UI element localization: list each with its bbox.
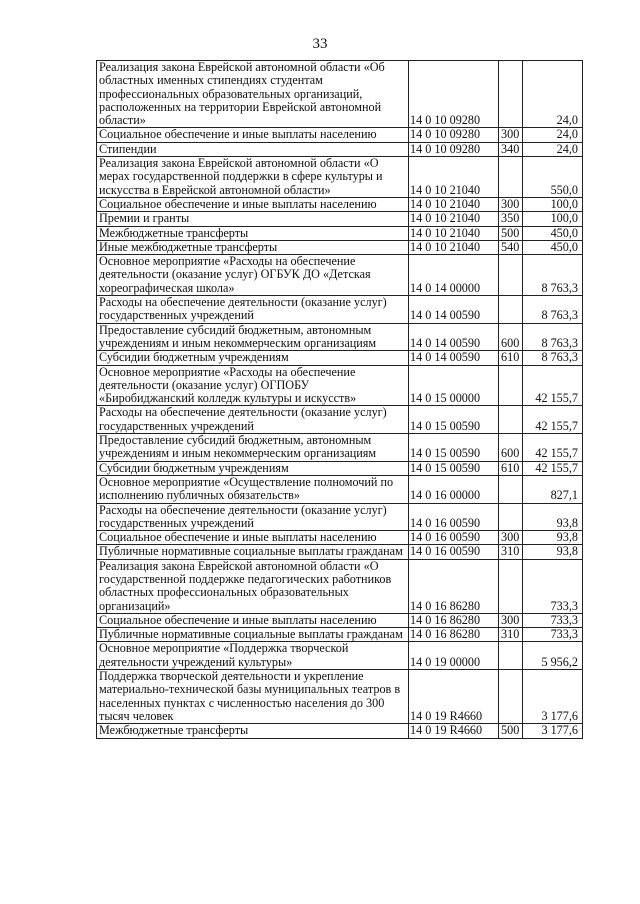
row-sum: 3 177,6 bbox=[523, 670, 583, 724]
row-expense-type: 600 bbox=[499, 434, 523, 462]
row-sum: 24,0 bbox=[523, 128, 583, 142]
row-expense-type bbox=[499, 365, 523, 406]
row-sum: 93,8 bbox=[523, 503, 583, 531]
row-code: 14 0 16 86280 bbox=[409, 613, 499, 627]
row-sum: 450,0 bbox=[523, 226, 583, 240]
row-sum: 42 155,7 bbox=[523, 365, 583, 406]
row-sum: 100,0 bbox=[523, 197, 583, 211]
table-row bbox=[97, 226, 583, 240]
page-number: 33 bbox=[312, 36, 328, 52]
table-row bbox=[97, 296, 583, 324]
budget-table bbox=[96, 60, 583, 739]
row-expense-type bbox=[499, 642, 523, 670]
row-code: 14 0 10 09280 bbox=[409, 128, 499, 142]
table-row bbox=[97, 628, 583, 642]
row-name: Основное мероприятие «Расходы на обеспечение деятельности (оказание услуг) ОГПОБУ «Биробиджанский колледж культуры и искусств» bbox=[97, 365, 409, 406]
row-expense-type: 310 bbox=[499, 545, 523, 559]
row-sum: 42 155,7 bbox=[523, 461, 583, 475]
row-code: 14 0 19 R4660 bbox=[409, 724, 499, 738]
row-name: Межбюджетные трансферты bbox=[97, 724, 409, 738]
row-sum: 8 763,3 bbox=[523, 296, 583, 324]
row-sum: 827,1 bbox=[523, 475, 583, 503]
row-sum: 5 956,2 bbox=[523, 642, 583, 670]
row-expense-type bbox=[499, 475, 523, 503]
table-row bbox=[97, 724, 583, 738]
row-expense-type bbox=[499, 670, 523, 724]
row-name: Расходы на обеспечение деятельности (оказание услуг) государственных учреждений bbox=[97, 296, 409, 324]
row-name: Публичные нормативные социальные выплаты гражданам bbox=[97, 545, 409, 559]
row-sum: 8 763,3 bbox=[523, 351, 583, 365]
row-code: 14 0 15 00590 bbox=[409, 461, 499, 475]
row-sum: 733,3 bbox=[523, 559, 583, 613]
row-name: Реализация закона Еврейской автономной области «О государственной поддержке педагогических работников областных профессиональных образовательных организаций» bbox=[97, 559, 409, 613]
table-row bbox=[97, 503, 583, 531]
row-name: Реализация закона Еврейской автономной области «Об областных именных стипендиях студентам профессиональных образовательных организаций, расположенных на территории Еврейской автономной области» bbox=[97, 61, 409, 128]
table-row bbox=[97, 642, 583, 670]
row-expense-type bbox=[499, 503, 523, 531]
table-row bbox=[97, 351, 583, 365]
row-name: Социальное обеспечение и иные выплаты населению bbox=[97, 197, 409, 211]
row-expense-type: 340 bbox=[499, 142, 523, 156]
row-code: 14 0 16 00590 bbox=[409, 503, 499, 531]
row-expense-type: 300 bbox=[499, 128, 523, 142]
row-name: Предоставление субсидий бюджетным, автономным учреждениям и иным некоммерческим организациям bbox=[97, 323, 409, 351]
row-code: 14 0 14 00590 bbox=[409, 351, 499, 365]
row-name: Иные межбюджетные трансферты bbox=[97, 240, 409, 254]
row-expense-type: 500 bbox=[499, 724, 523, 738]
row-sum: 3 177,6 bbox=[523, 724, 583, 738]
table-row bbox=[97, 142, 583, 156]
row-expense-type bbox=[499, 157, 523, 198]
row-expense-type: 300 bbox=[499, 197, 523, 211]
row-expense-type: 610 bbox=[499, 461, 523, 475]
row-sum: 8 763,3 bbox=[523, 255, 583, 296]
row-expense-type: 300 bbox=[499, 613, 523, 627]
row-expense-type bbox=[499, 255, 523, 296]
row-name: Основное мероприятие «Осуществление полномочий по исполнению публичных обязательств» bbox=[97, 475, 409, 503]
row-name: Основное мероприятие «Расходы на обеспечение деятельности (оказание услуг) ОГБУК ДО «Детская хореографическая школа» bbox=[97, 255, 409, 296]
table-row bbox=[97, 197, 583, 211]
row-sum: 42 155,7 bbox=[523, 406, 583, 434]
row-name: Предоставление субсидий бюджетным, автономным учреждениям и иным некоммерческим организациям bbox=[97, 434, 409, 462]
table-row bbox=[97, 434, 583, 462]
table-row bbox=[97, 157, 583, 198]
row-sum: 93,8 bbox=[523, 545, 583, 559]
row-expense-type bbox=[499, 61, 523, 128]
row-expense-type bbox=[499, 406, 523, 434]
row-expense-type: 350 bbox=[499, 212, 523, 226]
row-name: Субсидии бюджетным учреждениям bbox=[97, 351, 409, 365]
row-sum: 42 155,7 bbox=[523, 434, 583, 462]
row-name: Социальное обеспечение и иные выплаты населению bbox=[97, 531, 409, 545]
row-code: 14 0 10 21040 bbox=[409, 157, 499, 198]
row-code: 14 0 15 00000 bbox=[409, 365, 499, 406]
row-expense-type bbox=[499, 559, 523, 613]
table-row bbox=[97, 406, 583, 434]
row-code: 14 0 14 00000 bbox=[409, 255, 499, 296]
row-name: Премии и гранты bbox=[97, 212, 409, 226]
table-row bbox=[97, 323, 583, 351]
table-row bbox=[97, 212, 583, 226]
row-expense-type: 540 bbox=[499, 240, 523, 254]
row-expense-type: 300 bbox=[499, 531, 523, 545]
table-row bbox=[97, 670, 583, 724]
row-code: 14 0 14 00590 bbox=[409, 323, 499, 351]
row-expense-type: 500 bbox=[499, 226, 523, 240]
row-code: 14 0 16 00590 bbox=[409, 545, 499, 559]
table-row bbox=[97, 365, 583, 406]
table-row bbox=[97, 531, 583, 545]
row-expense-type: 610 bbox=[499, 351, 523, 365]
row-code: 14 0 16 00590 bbox=[409, 531, 499, 545]
row-sum: 733,3 bbox=[523, 628, 583, 642]
table-row bbox=[97, 61, 583, 128]
row-sum: 450,0 bbox=[523, 240, 583, 254]
row-code: 14 0 10 21040 bbox=[409, 240, 499, 254]
row-sum: 24,0 bbox=[523, 142, 583, 156]
row-sum: 100,0 bbox=[523, 212, 583, 226]
row-name: Расходы на обеспечение деятельности (оказание услуг) государственных учреждений bbox=[97, 406, 409, 434]
row-expense-type: 310 bbox=[499, 628, 523, 642]
row-sum: 550,0 bbox=[523, 157, 583, 198]
row-code: 14 0 10 21040 bbox=[409, 197, 499, 211]
row-code: 14 0 14 00590 bbox=[409, 296, 499, 324]
table-row bbox=[97, 613, 583, 627]
row-code: 14 0 10 09280 bbox=[409, 142, 499, 156]
row-name: Поддержка творческой деятельности и укрепление материально-технической базы муниципальных театров в населенных пунктах с численностью населения до 300 тысяч человек bbox=[97, 670, 409, 724]
row-name: Социальное обеспечение и иные выплаты населению bbox=[97, 128, 409, 142]
row-code: 14 0 16 86280 bbox=[409, 628, 499, 642]
table-row bbox=[97, 128, 583, 142]
row-sum: 733,3 bbox=[523, 613, 583, 627]
row-code: 14 0 10 21040 bbox=[409, 212, 499, 226]
row-sum: 93,8 bbox=[523, 531, 583, 545]
row-name: Субсидии бюджетным учреждениям bbox=[97, 461, 409, 475]
row-code: 14 0 15 00590 bbox=[409, 434, 499, 462]
table-row bbox=[97, 240, 583, 254]
table-row bbox=[97, 475, 583, 503]
row-code: 14 0 19 R4660 bbox=[409, 670, 499, 724]
row-name: Публичные нормативные социальные выплаты гражданам bbox=[97, 628, 409, 642]
row-sum: 24,0 bbox=[523, 61, 583, 128]
table-row bbox=[97, 559, 583, 613]
row-code: 14 0 16 86280 bbox=[409, 559, 499, 613]
row-name: Межбюджетные трансферты bbox=[97, 226, 409, 240]
table-row bbox=[97, 255, 583, 296]
row-code: 14 0 10 09280 bbox=[409, 61, 499, 128]
row-name: Социальное обеспечение и иные выплаты населению bbox=[97, 613, 409, 627]
row-code: 14 0 19 00000 bbox=[409, 642, 499, 670]
row-code: 14 0 10 21040 bbox=[409, 226, 499, 240]
row-code: 14 0 15 00590 bbox=[409, 406, 499, 434]
row-name: Стипендии bbox=[97, 142, 409, 156]
row-expense-type bbox=[499, 296, 523, 324]
row-name: Основное мероприятие «Поддержка творческой деятельности учреждений культуры» bbox=[97, 642, 409, 670]
table-row bbox=[97, 545, 583, 559]
row-sum: 8 763,3 bbox=[523, 323, 583, 351]
row-code: 14 0 16 00000 bbox=[409, 475, 499, 503]
row-name: Реализация закона Еврейской автономной области «О мерах государственной поддержки в сфере культуры и искусства в Еврейской автономной области» bbox=[97, 157, 409, 198]
table-row bbox=[97, 461, 583, 475]
row-expense-type: 600 bbox=[499, 323, 523, 351]
row-name: Расходы на обеспечение деятельности (оказание услуг) государственных учреждений bbox=[97, 503, 409, 531]
